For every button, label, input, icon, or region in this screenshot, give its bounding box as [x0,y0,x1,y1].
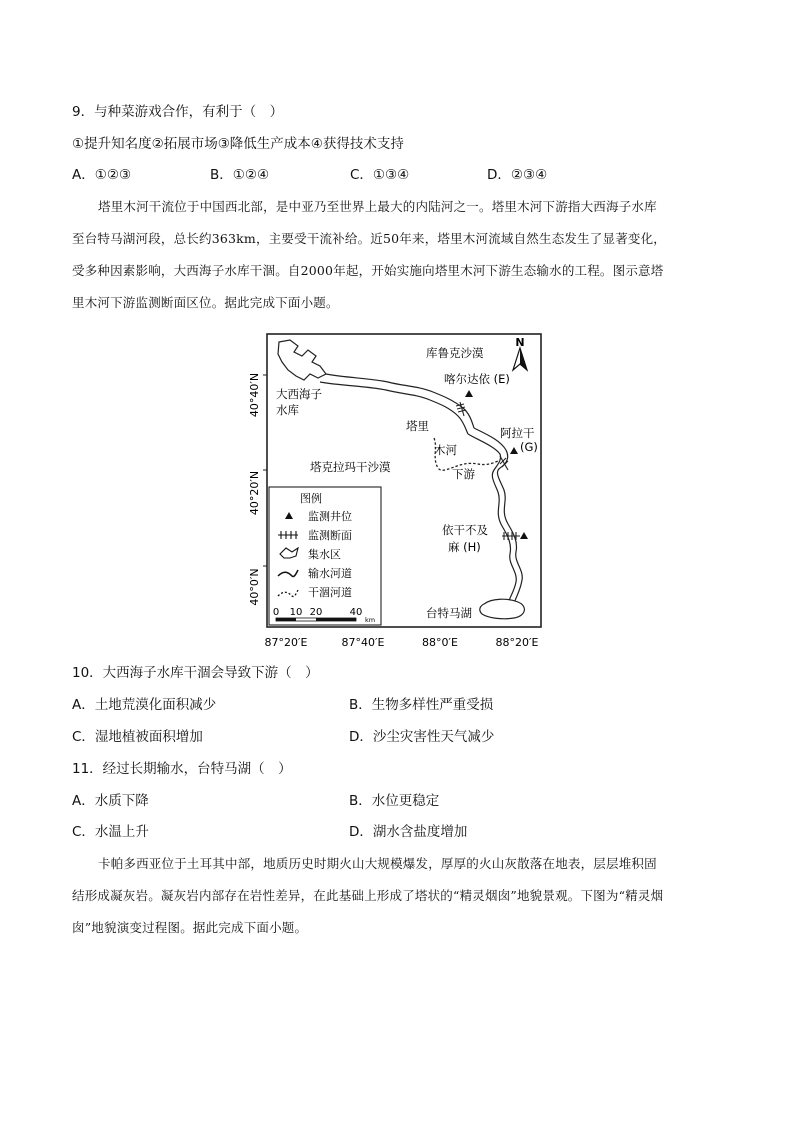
label-alagan-1: 阿拉干 [500,426,535,440]
scale-tick-0: 0 [272,607,280,618]
q11-stem: 11．经过长期输水，台特马湖（ ） [72,761,292,777]
passage1-line-2: 至台特马湖河段，总长约363km，主要受干流补给。近50年来，塔里木河流域自然生态发生了显著变化， [72,231,666,246]
label-dxhz-reservoir-1: 大西海子 [276,387,322,401]
lon-label-88-0: 88°0′E [422,636,458,649]
q9-option-a: A．①②③ [72,167,132,183]
main-river-upper-bank [320,382,468,434]
legend-item-section: 监测断面 [308,529,352,542]
monitoring-well-e [465,390,473,397]
q9-option-b: B．①②④ [210,167,270,183]
label-kumtag-desert: 库鲁克沙漠 [426,346,484,360]
lon-label-88-20: 88°20′E [495,636,539,649]
lat-label-40-0: 40°0′N [248,568,261,606]
taitema-lake [480,599,525,619]
lat-label-40-40: 40°40′N [248,372,261,418]
label-yiganbuji-2: 麻 (H) [448,540,481,554]
label-tali: 塔里 [406,419,429,433]
passage2-line-1: 卡帕多西亚位于土耳其中部，地质历史时期火山大规模爆发，厚厚的火山灰散落在地表，层层堆积固 [98,856,657,871]
q10-option-a: A．土地荒漠化面积减少 [72,697,217,713]
label-taitema-lake: 台特马湖 [426,606,472,620]
legend-item-catchment: 集水区 [308,548,341,561]
legend-item-well: 监测井位 [308,510,352,523]
q9-option-c: C．①③④ [350,167,410,183]
monitoring-well-h [520,532,528,539]
monitoring-section-h [502,532,520,540]
legend-title: 图例 [300,492,322,505]
q11-option-a: A．水质下降 [72,793,149,809]
legend-item-dry-channel: 干涸河道 [308,586,352,599]
passage1-line-3: 受多种因素影响，大西海子水库干涸。自2000年起，开始实施向塔里木河下游生态输水的工程。图示意塔 [72,263,664,278]
passage2-line-2: 结形成凝灰岩。凝灰岩内部存在岩性差异，在此基础上形成了塔状的“精灵烟囱”地貌景观。下图为“精灵烟 [72,888,664,903]
q9-statements: ①提升知名度②拓展市场③降低生产成本④获得技术支持 [72,136,404,152]
monitoring-well-g [510,447,518,454]
lon-label-87-20: 87°20′E [264,636,308,649]
q10-option-d: D．沙尘灾害性天气减少 [349,729,495,745]
north-label: N [515,336,525,349]
passage1-line-4: 里木河下游监测断面区位。据此完成下面小题。 [72,295,339,310]
label-kaerdayi: 喀尔达依 (E) [444,372,510,386]
scale-tick-40: 40 [349,607,363,618]
lon-label-87-40: 87°40′E [341,636,385,649]
tarim-river-map [238,330,548,652]
q11-option-d: D．湖水含盐度增加 [349,824,468,840]
label-xiayou: 下游 [452,467,475,481]
passage1-line-1: 塔里木河干流位于中国西北部，是中亚乃至世界上最大的内陆河之一。塔里木河下游指大西海子水库 [98,199,657,214]
label-dxhz-reservoir-2: 水库 [276,403,299,417]
passage2-line-3: 囱”地貌演变过程图。据此完成下面小题。 [72,920,308,935]
reservoir-catchment-outline [278,340,326,380]
label-alagan-2: (G) [520,440,538,454]
label-muhe: 木河 [434,443,457,457]
label-taklamakan-desert: 塔克拉玛干沙漠 [310,460,391,474]
q10-option-c: C．湿地植被面积增加 [72,729,203,745]
scale-tick-10: 10 [289,607,303,618]
q11-option-c: C．水温上升 [72,824,149,840]
q11-option-b: B．水位更稳定 [349,793,440,809]
map-legend [269,487,381,625]
legend-item-canal: 输水河道 [308,567,352,580]
monitoring-section-g [500,456,508,470]
main-river-lower-bank [468,434,516,604]
q10-option-b: B．生物多样性严重受损 [349,697,494,713]
q9-option-d: D．②③④ [487,167,548,183]
north-arrow-icon [513,336,527,370]
q9-stem: 9．与种菜游戏合作，有利于（ ） [72,104,284,120]
q10-stem: 10．大西海子水库干涸会导致下游（ ） [72,665,319,681]
lat-label-40-20: 40°20′N [248,470,261,516]
scale-tick-20: 20 [309,607,323,618]
label-yiganbuji-1: 依干不及 [442,523,488,537]
scale-unit: km [365,616,376,624]
